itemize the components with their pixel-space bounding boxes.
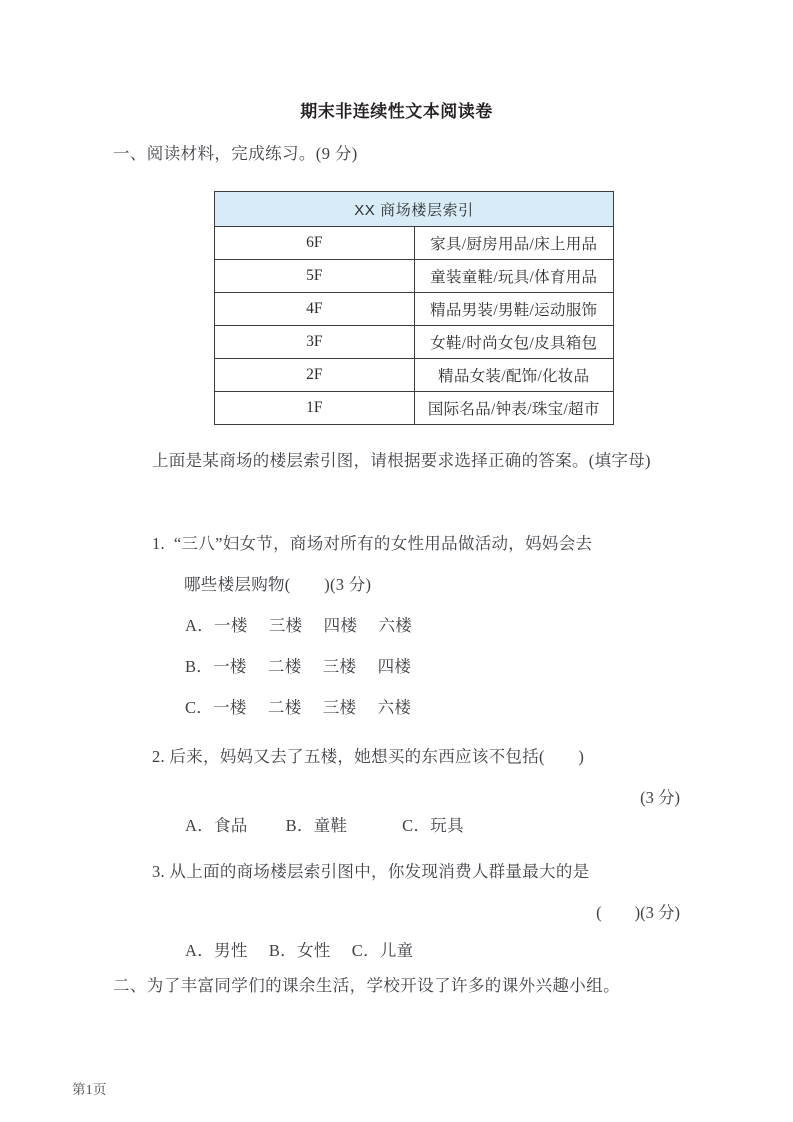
- table-row: [215, 326, 614, 359]
- table-row: [215, 260, 614, 293]
- page-title: 期末非连续性文本阅读卷: [300, 102, 493, 121]
- instruction-paragraph: 上面是某商场的楼层索引图，请根据要求选择正确的答案。(填字母): [152, 451, 651, 470]
- floor-description: 精品男装/男鞋/运动服饰: [414, 293, 614, 326]
- floor-description: 国际名品/钟表/珠宝/超市: [414, 392, 614, 425]
- page-number-footer: 第1页: [72, 1082, 107, 1097]
- question-2-text: 后来，妈妈又去了五楼，她想买的东西应该不包括( ): [169, 747, 585, 766]
- question-1-line-1: [152, 523, 682, 564]
- table-row: [215, 359, 614, 392]
- section-heading-one: 一、阅读材料，完成练习。(9 分): [113, 144, 358, 163]
- question-3-text: 从上面的商场楼层索引图中，你发现消费人群量最大的是: [169, 862, 590, 881]
- question-2-number: 2.: [152, 747, 165, 766]
- floor-label: 1F: [215, 392, 415, 425]
- option-a[interactable]: A．一楼 三楼 四楼 六楼: [185, 616, 413, 635]
- question-3-number: 3.: [152, 862, 165, 881]
- floor-label: 4F: [215, 293, 415, 326]
- table-row: [215, 227, 614, 260]
- question-1-line-2: 哪些楼层购物( )(3 分): [184, 575, 372, 594]
- question-3-line-1: [152, 851, 682, 892]
- table-header-row: [215, 192, 614, 227]
- option-row[interactable]: A．男性 B．女性 C．儿童: [185, 941, 414, 960]
- question-3: [152, 851, 682, 892]
- question-2-line-1: [152, 736, 682, 777]
- mall-floor-index-table: [214, 191, 614, 425]
- floor-description: 女鞋/时尚女包/皮具箱包: [414, 326, 614, 359]
- floor-description: 精品女装/配饰/化妆品: [414, 359, 614, 392]
- option-b[interactable]: B．一楼 二楼 三楼 四楼: [185, 657, 412, 676]
- floor-description: 家具/厨房用品/床上用品: [414, 227, 614, 260]
- table-row: [215, 293, 614, 326]
- question-2-score: (3 分): [640, 788, 680, 807]
- question-2-options: [185, 805, 464, 846]
- question-1-text: “三八”妇女节，商场对所有的女性用品做活动，妈妈会去: [173, 534, 593, 553]
- floor-label: 6F: [215, 227, 415, 260]
- table-row: [215, 392, 614, 425]
- floor-description: 童装童鞋/玩具/体育用品: [414, 260, 614, 293]
- option-c[interactable]: C．一楼 二楼 三楼 六楼: [185, 698, 412, 717]
- section-heading-two: 二、为了丰富同学们的课余生活，学校开设了许多的课外兴趣小组。: [113, 976, 620, 995]
- question-3-options: [185, 930, 413, 971]
- option-row[interactable]: A．食品 B．童鞋 C．玩具: [185, 816, 464, 835]
- table-caption: XX 商场楼层索引: [215, 192, 614, 227]
- question-1: [152, 523, 682, 605]
- question-1-options: [185, 605, 412, 728]
- floor-label: 3F: [215, 326, 415, 359]
- question-1-number: 1.: [152, 534, 165, 553]
- question-2: [152, 736, 682, 777]
- floor-label: 5F: [215, 260, 415, 293]
- floor-label: 2F: [215, 359, 415, 392]
- question-3-score: ( )(3 分): [596, 903, 680, 922]
